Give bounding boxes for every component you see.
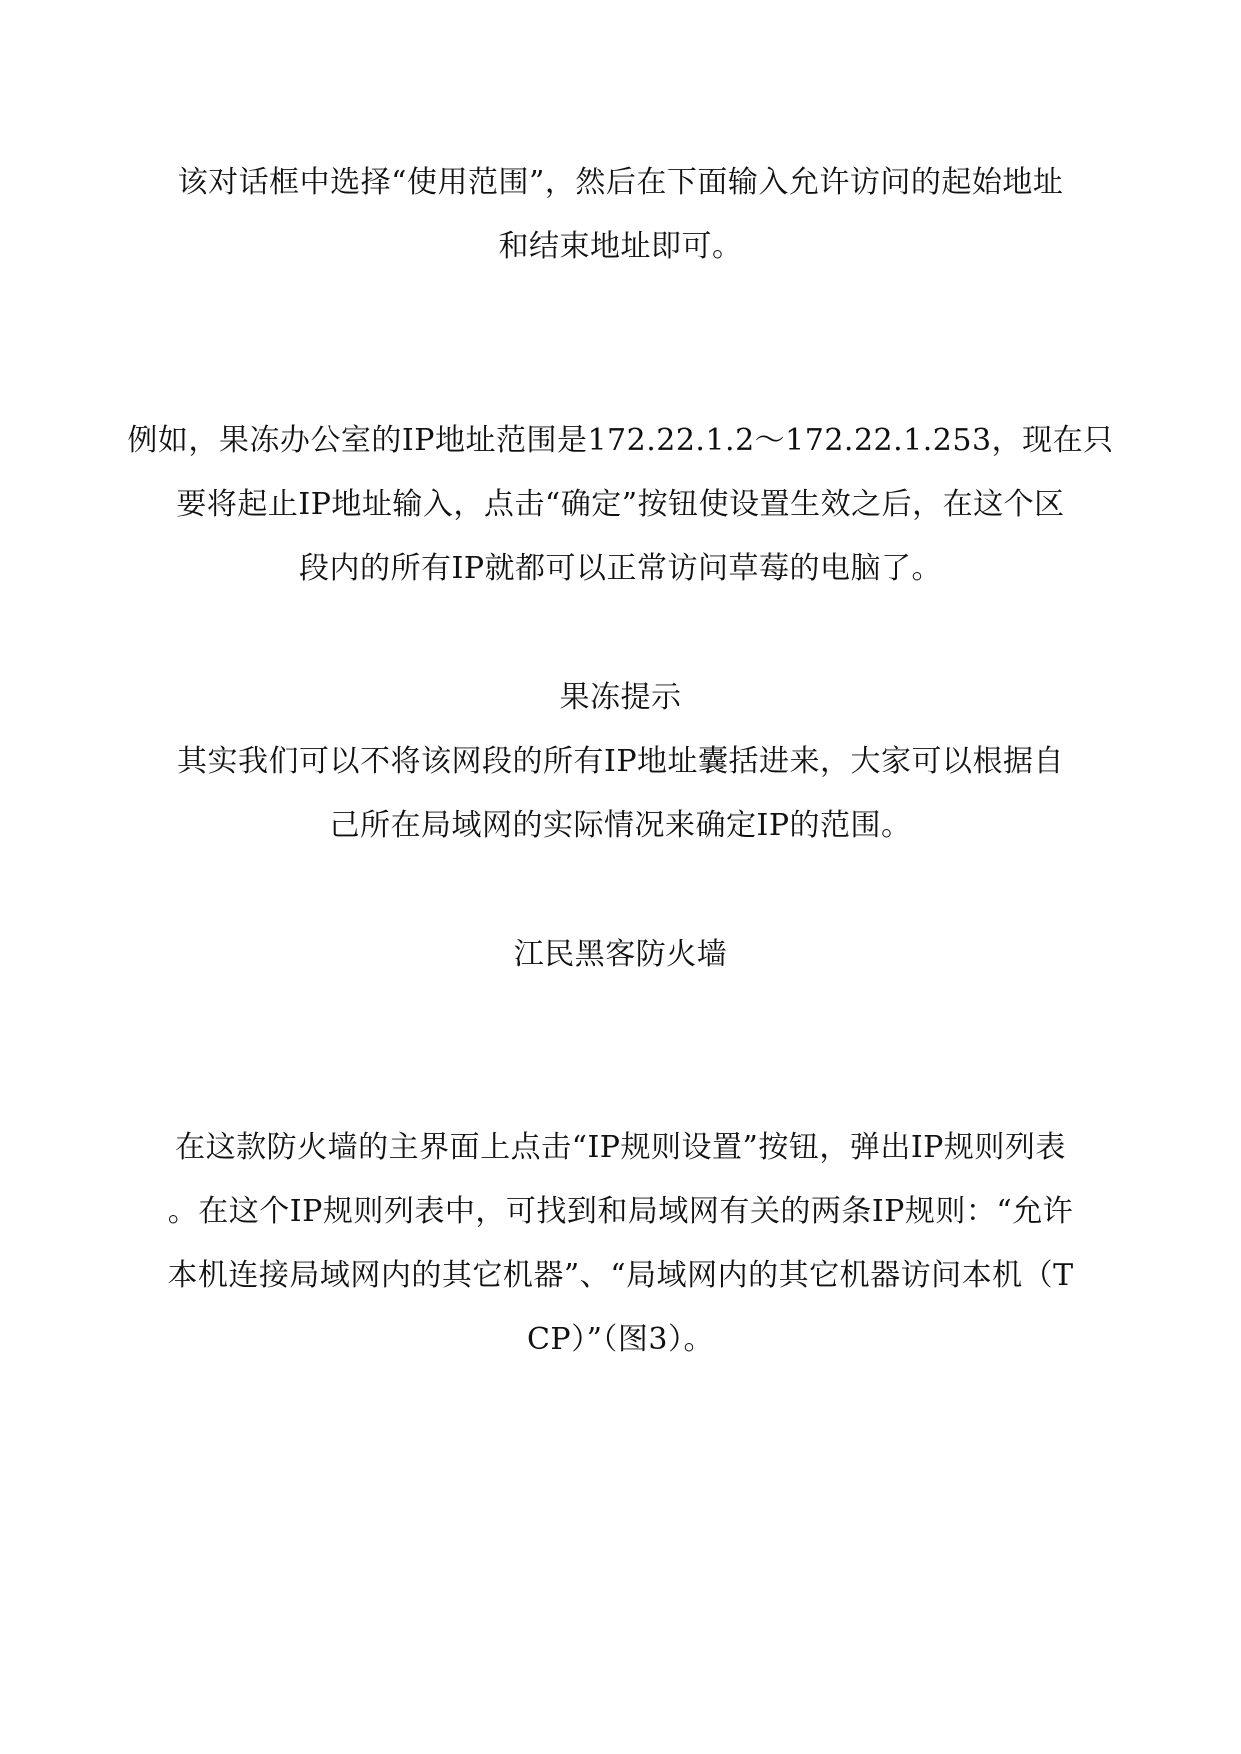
section-heading: 江民黑客防火墙 [513, 937, 728, 972]
text-line: 例如，果冻办公室的IP地址范围是172.22.1.2～172.22.1.253，现在只 [127, 423, 1114, 458]
text-line: 段内的所有IP就都可以正常访问草莓的电脑了。 [298, 551, 943, 586]
text-line: 。在这个IP规则列表中，可找到和局域网有关的两条IP规则：“允许 [167, 1194, 1074, 1229]
text-line: 其实我们可以不将该网段的所有IP地址囊括进来，大家可以根据自 [176, 744, 1065, 779]
tip-heading: 果冻提示 [559, 680, 682, 715]
text-line: 本机连接局域网内的其它机器”、“局域网内的其它机器访问本机（T [167, 1258, 1074, 1293]
text-line: 和结束地址即可。 [498, 229, 743, 264]
text-line: 该对话框中选择“使用范围”，然后在下面输入允许访问的起始地址 [177, 165, 1064, 200]
text-line: 在这款防火墙的主界面上点击“IP规则设置”按钮，弹出IP规则列表 [175, 1130, 1066, 1165]
text-line: CP）”（图3）。 [526, 1322, 715, 1357]
text-line: 己所在局域网的实际情况来确定IP的范围。 [329, 808, 912, 843]
text-line: 要将起止IP地址输入，点击“确定”按钮使设置生效之后，在这个区 [176, 487, 1065, 522]
